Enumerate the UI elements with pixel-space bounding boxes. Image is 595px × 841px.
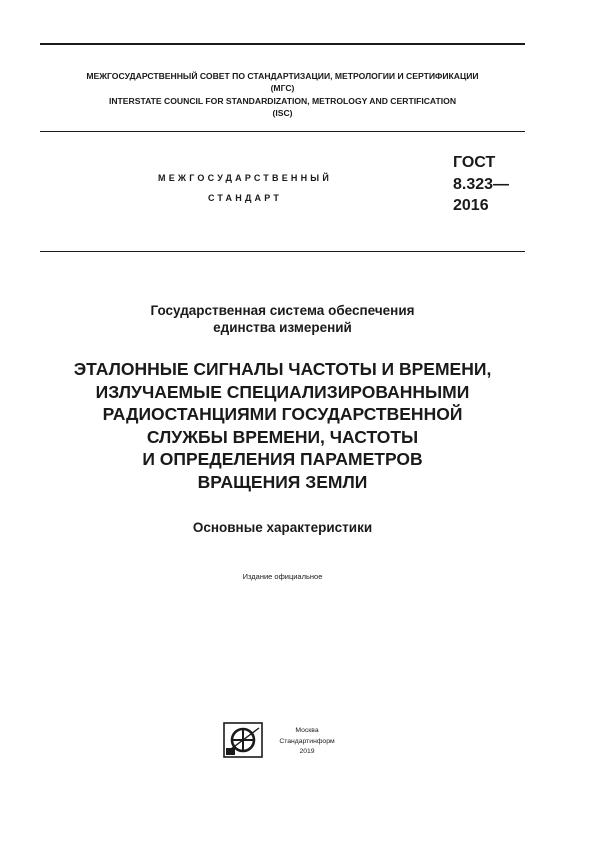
standard-kind-line1: МЕЖГОСУДАРСТВЕННЫЙ: [158, 173, 332, 183]
gost-year: 2016: [453, 197, 489, 214]
title-line: ИЗЛУЧАЕМЫЕ СПЕЦИАЛИЗИРОВАННЫМИ: [95, 381, 470, 402]
top-rule: [40, 43, 525, 45]
council-block: [40, 70, 525, 119]
title-line: И ОПРЕДЕЛЕНИЯ ПАРАМЕТРОВ: [142, 449, 423, 470]
standard-kind-line2: СТАНДАРТ: [207, 193, 283, 203]
title-line: СЛУЖБЫ ВРЕМЕНИ, ЧАСТОТЫ: [146, 426, 419, 447]
series-title: [40, 303, 525, 336]
council-ru-name: МЕЖГОСУДАРСТВЕННЫЙ СОВЕТ ПО СТАНДАРТИЗАЦИИ, МЕТРОЛОГИИ И СЕРТИФИКАЦИИ: [86, 71, 479, 81]
gost-number: 8.323—: [453, 175, 510, 193]
publisher-info: [267, 726, 347, 758]
standartinform-logo-icon: [223, 722, 263, 758]
title-line: РАДИОСТАНЦИЯМИ ГОСУДАРСТВЕННОЙ: [102, 404, 463, 425]
edition-note: Издание официальное: [242, 572, 323, 581]
standard-kind: [120, 168, 370, 208]
gost-designation: [453, 152, 509, 217]
series-line1: Государственная система обеспечения: [150, 303, 415, 318]
document-subtitle: Основные характеристики: [192, 520, 373, 535]
council-ru-abbr: (МГС): [270, 83, 295, 94]
council-rule: [40, 131, 525, 132]
document-title: [30, 358, 535, 494]
publisher-year: 2019: [299, 748, 315, 755]
publisher-name: Стандартинформ: [279, 737, 335, 745]
publisher-city: Москва: [295, 727, 319, 734]
title-line: ЭТАЛОННЫЕ СИГНАЛЫ ЧАСТОТЫ И ВРЕМЕНИ,: [73, 359, 492, 379]
title-line: ВРАЩЕНИЯ ЗЕМЛИ: [197, 471, 368, 492]
header-rule: [40, 251, 525, 252]
gost-label: ГОСТ: [453, 154, 496, 171]
council-en-name: INTERSTATE COUNCIL FOR STANDARDIZATION, METROLOGY AND CERTIFICATION: [108, 95, 457, 106]
council-en-abbr: (ISC): [272, 107, 293, 118]
series-line2: единства измерений: [213, 319, 352, 335]
